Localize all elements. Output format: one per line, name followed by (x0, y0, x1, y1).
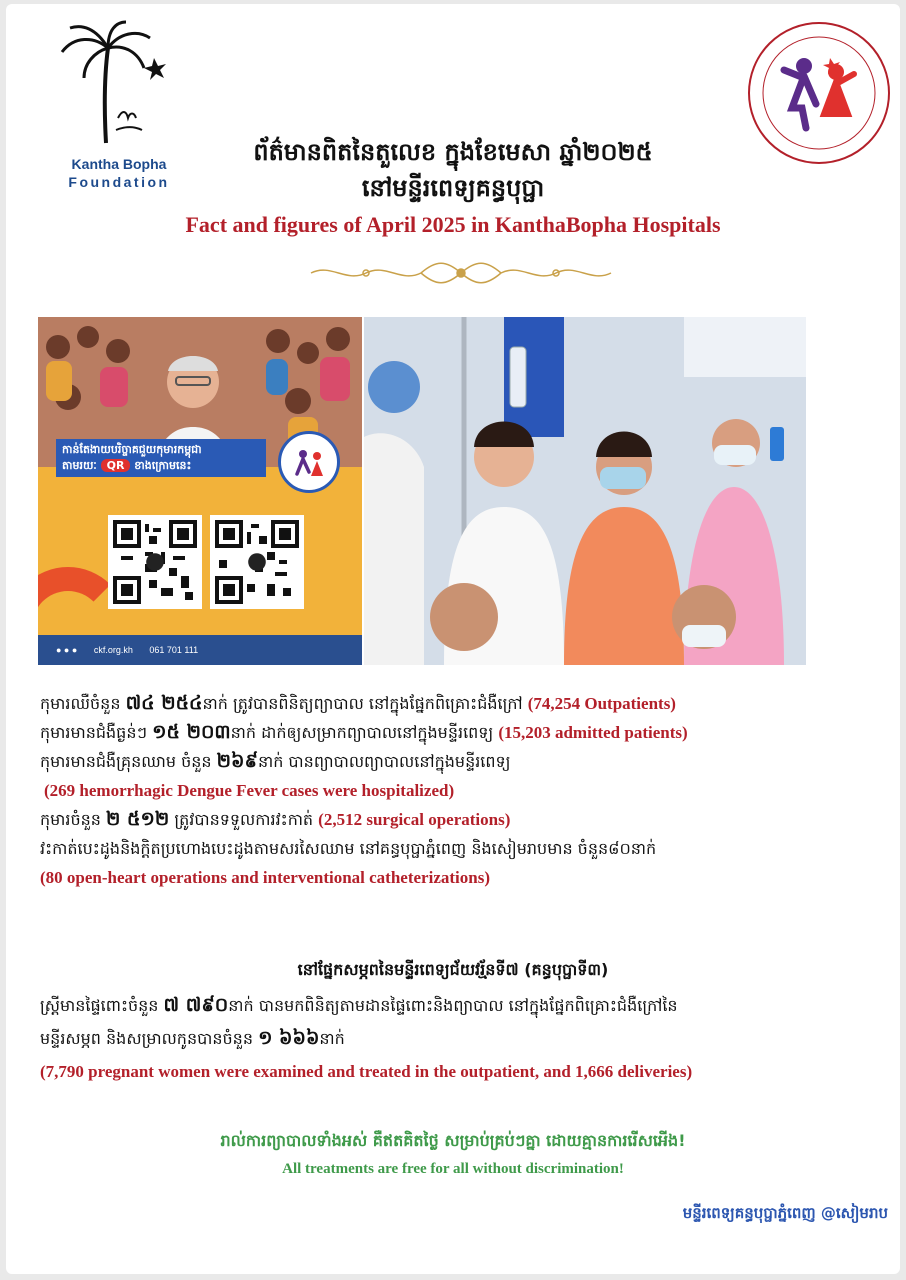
stat-english: (2,512 surgical operations) (318, 810, 511, 829)
stat-dengue (40, 747, 880, 776)
maternity-line1 (40, 989, 880, 1022)
photo-collage (38, 317, 806, 665)
stat-text: កុមារមានជំងឺធ្ងន់ៗ (40, 723, 153, 742)
stat-text: កុមារឈឺចំនួន (40, 694, 126, 713)
stat-text: នាក់ ដាក់ឲ្យសម្រាកព្យាបាលនៅក្នុងមន្ទីរពេទ្យ (230, 723, 499, 742)
stat-text: ស្ត្រីមានផ្ទៃពោះចំនួន (40, 996, 164, 1015)
stat-text: មន្ទីរសម្ភព និងសម្រាលកូនបានចំនួន (40, 1029, 259, 1048)
banner-line2-post: ខាងក្រោមនេះ (134, 459, 192, 472)
stat-english: (7,790 pregnant women were examined and treated in the outpatient, and 1,666 deliveries) (40, 1062, 693, 1081)
social-icons: ● ● ● (56, 645, 78, 655)
maternity-line2 (40, 1022, 880, 1055)
maternity-heading: នៅផ្នែកសម្ភពនៃមន្ទីរពេទ្យជ័យវរ្ម័នទី៧ (គន្ធបុប្ផាទី៣) (297, 960, 609, 979)
page-title-khmer (6, 134, 900, 206)
stat-text: កុមារចំនួន (40, 810, 107, 829)
stat-english: (74,254 Outpatients) (527, 694, 676, 713)
hospital-signature: មន្ទីរពេទ្យគន្ធបុប្ផាភ្នំពេញ @សៀមរាប (682, 1204, 888, 1222)
donation-poster (38, 317, 362, 665)
hospital-photo (364, 317, 806, 665)
stat-text: កុមារមានជំងឺគ្រុនឈាម ចំនួន (40, 752, 217, 771)
contact-website[interactable]: ckf.org.kh (93, 645, 133, 655)
stat-number: ២៦៩ (216, 750, 258, 772)
qr-code-2[interactable] (210, 515, 304, 609)
free-treatment-english: All treatments are free for all without discrimination! (282, 1161, 624, 1177)
palm-tree-icon (54, 18, 184, 153)
hospital-staff-photo (364, 317, 806, 665)
title-khmer-line1: ព័ត៌មានពិតនៃតួលេខ ក្នុងខែមេសា ឆ្នាំ២០២៥ (253, 138, 653, 166)
banner-line1: កាន់តែងាយបរិច្ចាគជួយកុមារកម្ពុជា (62, 443, 202, 456)
stat-text: នាក់ បានព្យាបាលព្យាបាលនៅក្នុងមន្ទីរពេទ្យ (257, 752, 511, 771)
stat-text: នាក់ ត្រូវបានពិនិត្យព្យាបាល នៅក្នុងផ្នែកពិគ្រោះជំងឺក្រៅ (202, 694, 528, 713)
stat-number: ៧៤ ២៥៤ (125, 692, 203, 714)
maternity-english (40, 1055, 880, 1088)
stat-english: (80 open-heart operations and interventional catheterizations) (40, 868, 490, 887)
stat-number: ១ ៦៦៦ (258, 1027, 320, 1049)
poster-seal-icon (278, 431, 340, 493)
stat-english: (269 hemorrhagic Dengue Fever cases were hospitalized) (44, 781, 455, 800)
donation-banner (56, 439, 266, 477)
brand-name: Kantha Bopha (71, 156, 167, 172)
stat-number: ៧ ៧៩០ (163, 994, 229, 1016)
stat-text: ត្រូវបានទទួលការវះកាត់ (169, 810, 319, 829)
stat-number: ២ ៥១២ (106, 808, 170, 830)
stat-number: ១៥ ២០៣ (152, 721, 231, 743)
stat-text: នាក់ បានមកពិនិត្យតាមដានផ្ទៃពោះនិងព្យាបាល នៅក្នុងផ្នែកពិគ្រោះជំងឺក្រៅនៃ (228, 996, 678, 1015)
stat-heart (40, 834, 880, 863)
stat-english: (15,203 admitted patients) (498, 723, 688, 742)
qr-code-icon (113, 520, 197, 604)
stat-admitted (40, 718, 880, 747)
stat-text: នាក់ (319, 1029, 345, 1048)
fact-sheet-page (6, 4, 900, 1274)
statistics-list (40, 689, 880, 892)
title-khmer-line2: នៅមន្ទីរពេទ្យគន្ធបុប្ផា (361, 174, 545, 202)
stat-outpatients (40, 689, 880, 718)
page-title-english: Fact and figures of April 2025 in KanthaBopha Hospitals (185, 212, 721, 237)
stat-dengue-english (40, 776, 880, 805)
maternity-stats (40, 989, 880, 1088)
ornament-divider-icon (306, 258, 616, 288)
banner-pill: QR (101, 459, 131, 472)
brand-subtitle: Foundation (68, 174, 170, 190)
stat-text: វះកាត់បេះដូងនិងក្ដិតប្រហោងបេះដូងតាមសរសៃឈាម នៅគន្ធបុប្ផាភ្នំពេញ និងសៀមរាបមាន ចំនួន៨០នាក់ (40, 839, 657, 858)
qr-code-icon (215, 520, 299, 604)
poster-contact-bar (38, 635, 362, 665)
stat-surgery (40, 805, 880, 834)
banner-line2-pre: តាមរយៈ (62, 459, 97, 472)
free-treatment-khmer: រាល់ការព្យាបាលទាំងអស់ គឺឥតគិតថ្លៃ សម្រាប់គ្រប់ៗគ្នា ដោយគ្មានការរើសអើង! (220, 1131, 686, 1150)
banner-line2 (62, 458, 260, 474)
contact-phone[interactable]: 061 701 111 (149, 645, 199, 655)
qr-code-1[interactable] (108, 515, 202, 609)
stat-heart-english (40, 863, 880, 892)
